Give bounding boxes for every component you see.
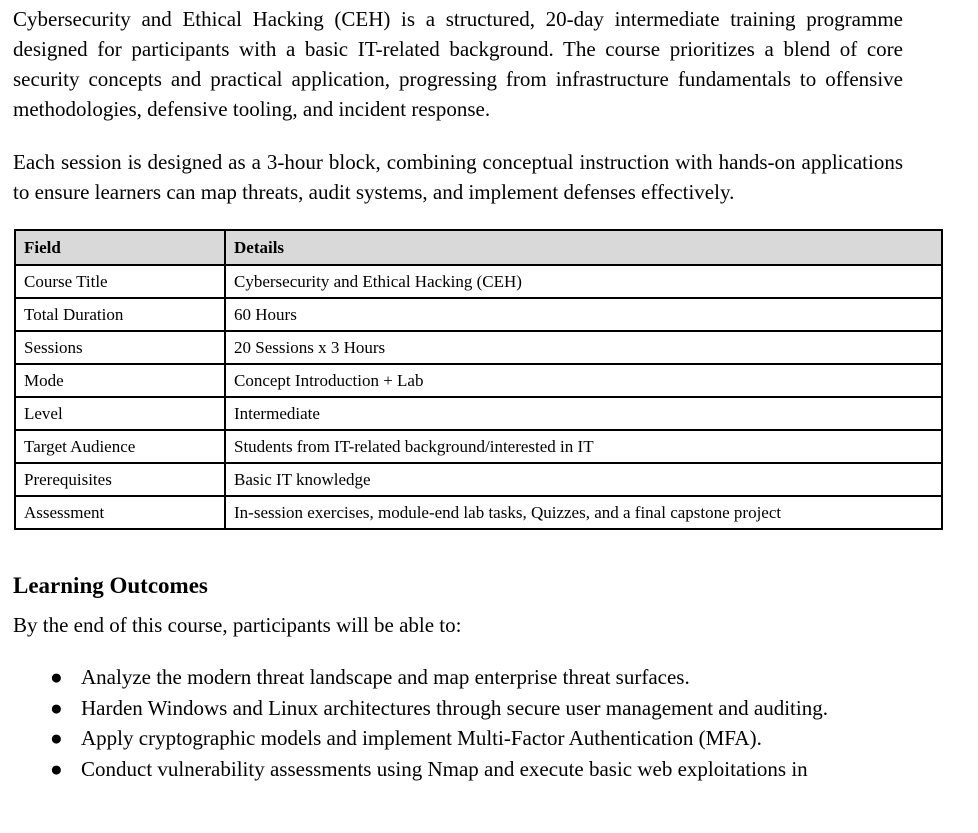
table-row — [15, 496, 942, 529]
table-cell-details: In-session exercises, module-end lab tasks, Quizzes, and a final capstone project — [225, 496, 942, 529]
list-item-text: Apply cryptographic models and implement Multi-Factor Authentication (MFA). — [81, 726, 762, 750]
list-item — [13, 693, 903, 724]
session-paragraph: Each session is designed as a 3-hour block, combining conceptual instruction with hands-on applications to ensure learners can map threats, audit systems, and implement defenses effectively. — [13, 150, 903, 204]
table-header-row — [15, 230, 942, 265]
table-cell-field: Target Audience — [15, 430, 225, 463]
table-cell-field: Total Duration — [15, 298, 225, 331]
document-page — [13, 4, 903, 784]
list-item-text: Harden Windows and Linux architectures through secure user management and auditing. — [81, 695, 828, 720]
bullet-icon: ● — [50, 756, 63, 781]
list-item — [13, 754, 903, 785]
list-item-text: Conduct vulnerability assessments using Nmap and execute basic web exploitations in — [81, 756, 808, 781]
table-row — [15, 463, 942, 496]
table-cell-field: Assessment — [15, 496, 225, 529]
bullet-icon: ● — [50, 726, 63, 750]
learning-outcomes-list — [13, 662, 903, 784]
table-cell-field: Course Title — [15, 265, 225, 298]
table-cell-field: Prerequisites — [15, 463, 225, 496]
table-cell-details: 60 Hours — [225, 298, 942, 331]
header-field: Field — [15, 230, 225, 265]
bullet-icon: ● — [50, 665, 63, 689]
table-row — [15, 331, 942, 364]
table-row — [15, 430, 942, 463]
table-cell-details: Intermediate — [225, 397, 942, 430]
list-item — [13, 662, 903, 693]
learning-outcomes-intro: By the end of this course, participants will be able to: — [13, 613, 462, 637]
table-cell-details: Students from IT-related background/interested in IT — [225, 430, 942, 463]
table-cell-details: Cybersecurity and Ethical Hacking (CEH) — [225, 265, 942, 298]
table-cell-details: Concept Introduction + Lab — [225, 364, 942, 397]
intro-paragraph: Cybersecurity and Ethical Hacking (CEH) is a structured, 20-day intermediate training programme designed for participants with a basic IT-related background. The course prioritizes a blend of core security concepts and practical application, progressing from infrastructure fundamentals to offensive methodologies, defensive tooling, and incident response. — [13, 7, 903, 121]
table-row — [15, 298, 942, 331]
table-cell-field: Level — [15, 397, 225, 430]
course-details-table — [14, 229, 943, 530]
table-row — [15, 364, 942, 397]
list-item — [13, 723, 903, 754]
table-cell-details: Basic IT knowledge — [225, 463, 942, 496]
table-row — [15, 397, 942, 430]
table-cell-field: Mode — [15, 364, 225, 397]
table-cell-details: 20 Sessions x 3 Hours — [225, 331, 942, 364]
learning-outcomes-heading: Learning Outcomes — [13, 573, 208, 598]
table-row — [15, 265, 942, 298]
table-cell-field: Sessions — [15, 331, 225, 364]
bullet-icon: ● — [50, 695, 63, 720]
list-item-text: Analyze the modern threat landscape and map enterprise threat surfaces. — [81, 665, 690, 689]
header-details: Details — [225, 230, 942, 265]
